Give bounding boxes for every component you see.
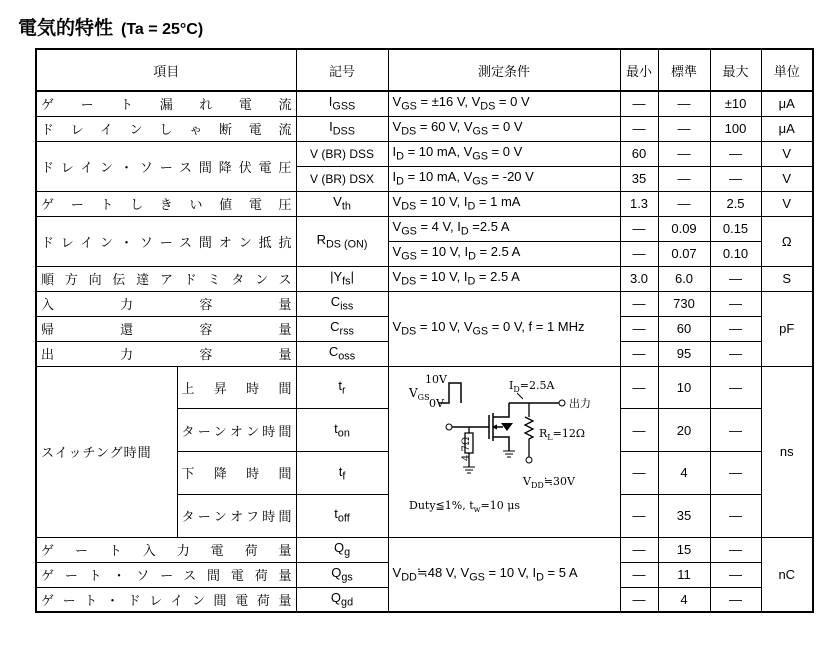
ground-left [463, 467, 475, 473]
row-symbol: $Q_{gd}$ [296, 587, 388, 612]
row-item: ゲート入力電荷量 [36, 537, 296, 562]
row-typ: 35 [658, 494, 710, 537]
table-row [36, 191, 813, 216]
table-row [36, 116, 813, 141]
table-row [36, 537, 813, 562]
row-max: — [710, 494, 761, 537]
row-symbol: $C_{iss}$ [296, 291, 388, 316]
v-high-label: 10V [424, 372, 447, 386]
row-typ: 10 [658, 366, 710, 409]
row-condition: $V_{DS} = 60$ V, $V_{GS} = 0$ V [388, 116, 620, 141]
row-typ: 730 [658, 291, 710, 316]
header-unit: 単位 [761, 49, 813, 91]
table-row [36, 266, 813, 291]
row-item: 上昇時間 [177, 366, 296, 409]
row-max: — [710, 587, 761, 612]
row-typ: 6.0 [658, 266, 710, 291]
row-item: 下降時間 [177, 452, 296, 495]
electrical-characteristics-table [35, 48, 814, 613]
row-unit: V [761, 191, 813, 216]
table-row [36, 91, 813, 116]
row-max: — [710, 316, 761, 341]
id-label: $I_D=2.5A$ [508, 378, 554, 394]
row-condition: $V_{DS} = 10$ V, $I_D = 1$ mA [388, 191, 620, 216]
row-max: 0.10 [710, 241, 761, 266]
row-item: 順方向伝達アドミタンス [36, 266, 296, 291]
row-max: — [710, 562, 761, 587]
row-min: — [620, 291, 658, 316]
row-item: 出力容量 [36, 341, 296, 366]
row-unit: μA [761, 91, 813, 116]
row-item: 入力容量 [36, 291, 296, 316]
row-unit: nC [761, 537, 813, 612]
row-condition: $V_{GS} = 4$ V, $I_D =2.5$ A [388, 216, 620, 241]
row-min: 1.3 [620, 191, 658, 216]
row-max: — [710, 537, 761, 562]
header-typ: 標準 [658, 49, 710, 91]
row-max: — [710, 409, 761, 452]
table-row [36, 291, 813, 316]
row-max: — [710, 266, 761, 291]
row-max: — [710, 166, 761, 191]
table-row [36, 141, 813, 166]
header-max: 最大 [710, 49, 761, 91]
row-typ: 0.09 [658, 216, 710, 241]
row-max: 0.15 [710, 216, 761, 241]
title-condition: (Ta = 25°C) [121, 21, 204, 38]
row-max: — [710, 341, 761, 366]
row-symbol: $|Y_{fs}|$ [296, 266, 388, 291]
row-item: ゲート・ソース間電荷量 [36, 562, 296, 587]
switching-group-label: スイッチング時間 [36, 366, 177, 537]
row-max: — [710, 452, 761, 495]
duty-label: Duty≦1%, $t_w=10$ μs [408, 498, 520, 514]
row-item: ゲート漏れ電流 [36, 91, 296, 116]
row-typ: 95 [658, 341, 710, 366]
row-min: — [620, 562, 658, 587]
row-item: ゲートしきい値電圧 [36, 191, 296, 216]
row-max: — [710, 141, 761, 166]
row-unit: pF [761, 291, 813, 366]
row-condition: $V_{DD}≒48$ V, $V_{GS} = 10$ V, $I_D = 5$ A [388, 537, 620, 612]
row-min: — [620, 316, 658, 341]
row-typ: — [658, 116, 710, 141]
row-typ: 4 [658, 452, 710, 495]
header-item: 項目 [36, 49, 296, 91]
row-symbol: $I_{GSS}$ [296, 91, 388, 116]
row-max: 100 [710, 116, 761, 141]
row-symbol: $t_f$ [296, 452, 388, 495]
switching-test-circuit [388, 366, 620, 537]
row-condition: $V_{DS} = 10$ V, $V_{GS} = 0$ V, f = 1 MHz [388, 291, 620, 366]
circuit-diagram [389, 367, 619, 537]
row-typ: — [658, 91, 710, 116]
row-min: — [620, 537, 658, 562]
row-unit: S [761, 266, 813, 291]
row-symbol: V (BR) DSS [296, 141, 388, 166]
row-symbol: $t_{on}$ [296, 409, 388, 452]
ground-source [503, 451, 515, 457]
row-condition: $V_{GS} = 10$ V, $I_D = 2.5$ A [388, 241, 620, 266]
row-typ: 4 [658, 587, 710, 612]
vdd-label: $V_{DD}≒30V$ [522, 474, 575, 490]
input-terminal [446, 424, 452, 430]
row-symbol: $C_{oss}$ [296, 341, 388, 366]
row-item: ターンオン時間 [177, 409, 296, 452]
row-symbol: $t_r$ [296, 366, 388, 409]
load-resistor [525, 403, 533, 457]
row-item: ゲート・ドレイン間電荷量 [36, 587, 296, 612]
row-min: 60 [620, 141, 658, 166]
header-symbol: 記号 [296, 49, 388, 91]
row-item: ドレイン・ソース間オン抵抗 [36, 216, 296, 266]
row-min: 3.0 [620, 266, 658, 291]
row-condition: $V_{GS} = \pm 16$ V, $V_{DS} = 0$ V [388, 91, 620, 116]
row-typ: — [658, 141, 710, 166]
row-typ: 11 [658, 562, 710, 587]
rl-label: $R_L=12\Omega$ [538, 426, 585, 442]
output-terminal [559, 400, 565, 406]
row-typ: 15 [658, 537, 710, 562]
row-min: — [620, 116, 658, 141]
row-unit: Ω [761, 216, 813, 266]
header-condition: 測定条件 [388, 49, 620, 91]
row-symbol: $I_{DSS}$ [296, 116, 388, 141]
row-min: — [620, 341, 658, 366]
row-min: — [620, 409, 658, 452]
row-unit: μA [761, 116, 813, 141]
row-min: — [620, 216, 658, 241]
vgs-label: $V_{GS}$ [408, 385, 430, 402]
row-item: ドレインしゃ断電流 [36, 116, 296, 141]
row-typ: 60 [658, 316, 710, 341]
row-symbol: $V_{th}$ [296, 191, 388, 216]
row-symbol: $Q_{gs}$ [296, 562, 388, 587]
row-min: — [620, 241, 658, 266]
row-typ: 20 [658, 409, 710, 452]
table-row [36, 216, 813, 241]
vdd-terminal [526, 457, 532, 463]
header-row [36, 49, 813, 91]
rg-label: 4.7Ω [460, 436, 472, 461]
table-row [36, 366, 813, 409]
page-title [18, 13, 203, 40]
row-min: 35 [620, 166, 658, 191]
row-symbol: $R_{DS (ON)}$ [296, 216, 388, 266]
row-item: ターンオフ時間 [177, 494, 296, 537]
row-item: 帰還容量 [36, 316, 296, 341]
row-unit: V [761, 166, 813, 191]
row-min: — [620, 494, 658, 537]
row-condition: $I_D = 10$ mA, $V_{GS} = 0$ V [388, 141, 620, 166]
v-low-label: 0V [428, 396, 444, 410]
row-typ: 0.07 [658, 241, 710, 266]
row-max: — [710, 291, 761, 316]
row-unit: ns [761, 366, 813, 537]
row-item: ドレイン・ソース間降伏電圧 [36, 141, 296, 191]
row-max: 2.5 [710, 191, 761, 216]
row-min: — [620, 366, 658, 409]
output-label: 出力 [568, 396, 591, 410]
row-min: — [620, 91, 658, 116]
header-min: 最小 [620, 49, 658, 91]
row-min: — [620, 587, 658, 612]
row-max: ±10 [710, 91, 761, 116]
row-condition: $I_D = 10$ mA, $V_{GS} = -20$ V [388, 166, 620, 191]
row-max: — [710, 366, 761, 409]
row-symbol: V (BR) DSX [296, 166, 388, 191]
row-symbol: $t_{off}$ [296, 494, 388, 537]
title-text: 電気的特性 [18, 17, 114, 39]
row-min: — [620, 452, 658, 495]
row-unit: V [761, 141, 813, 166]
row-condition: $V_{DS} = 10$ V, $I_D = 2.5$ A [388, 266, 620, 291]
row-typ: — [658, 166, 710, 191]
row-symbol: $C_{rss}$ [296, 316, 388, 341]
row-symbol: $Q_g$ [296, 537, 388, 562]
row-typ: — [658, 191, 710, 216]
